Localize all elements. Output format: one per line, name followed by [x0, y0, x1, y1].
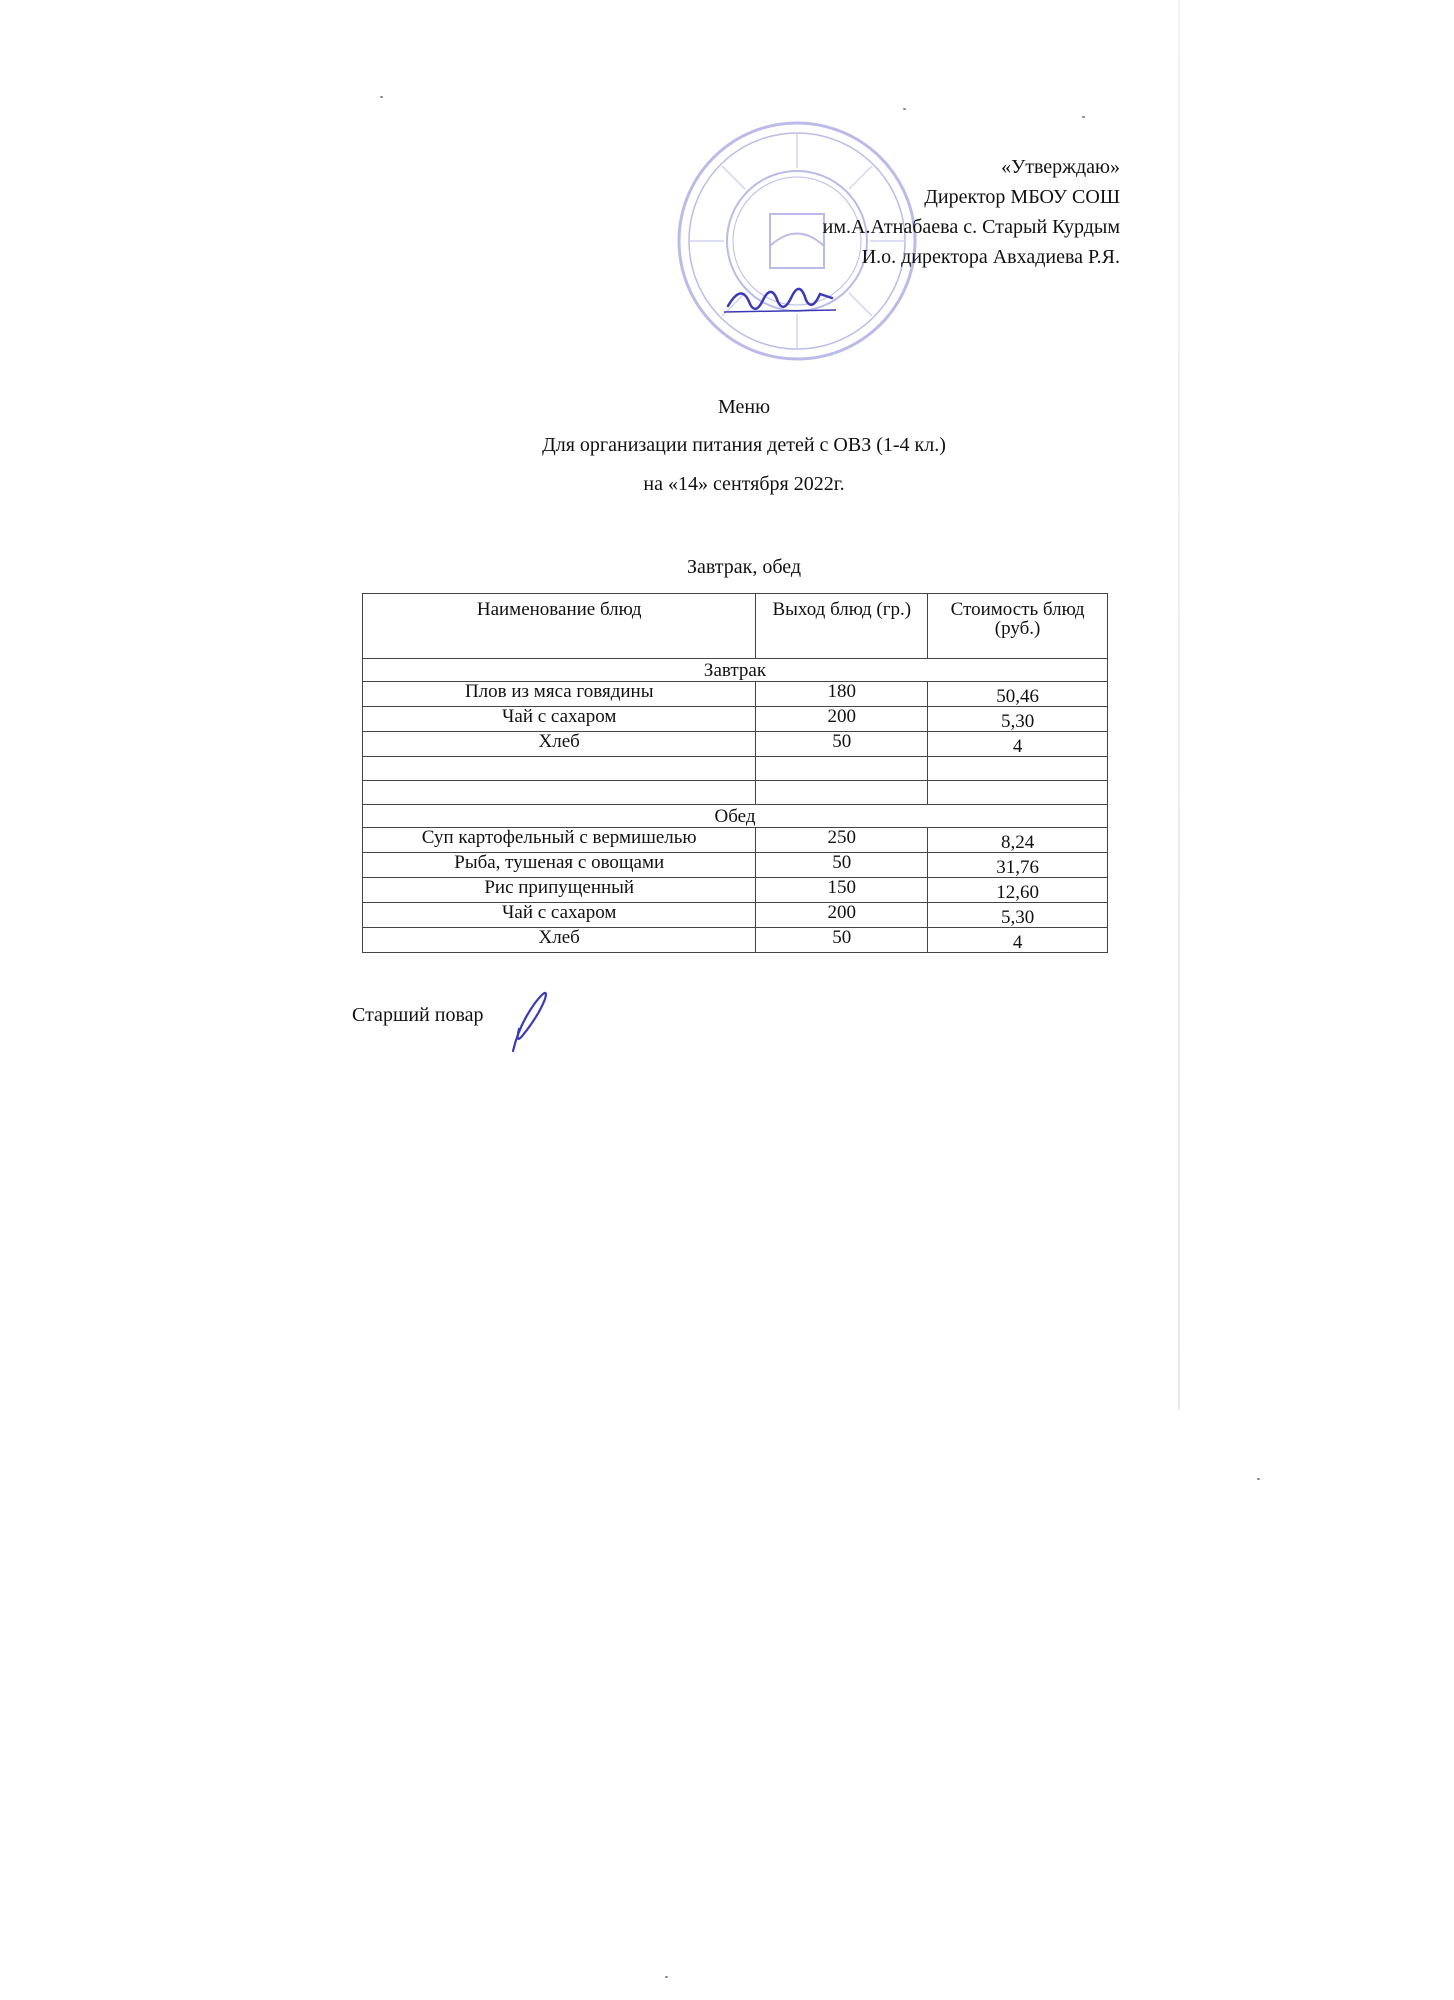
- dish-weight: 50: [756, 928, 928, 953]
- dish-weight: 50: [756, 732, 928, 757]
- section-lunch: [363, 805, 1108, 828]
- approval-line-3: им.А.Атнабаева с. Старый Курдым: [822, 216, 1120, 238]
- menu-date: на «14» сентября 2022г.: [643, 473, 845, 495]
- approval-block: [823, 152, 1120, 272]
- dish-price: 12,60: [928, 878, 1108, 903]
- menu-title: Меню: [717, 396, 771, 418]
- dish-name: Суп картофельный с вермишелью: [363, 828, 756, 853]
- dish-weight: 250: [756, 828, 928, 853]
- dish-name: Чай с сахаром: [363, 707, 756, 732]
- dish-price: 5,30: [928, 903, 1108, 928]
- section-label: Обед: [363, 805, 1108, 828]
- dish-price: 4: [928, 732, 1108, 757]
- meals-heading: Завтрак, обед: [686, 556, 802, 578]
- dish-weight: 50: [756, 853, 928, 878]
- section-breakfast: [363, 659, 1108, 682]
- dish-price: 5,30: [928, 707, 1108, 732]
- dish-name: Рис припущенный: [363, 878, 756, 903]
- director-signature: [720, 272, 840, 322]
- header-weight: Выход блюд (гр.): [756, 594, 928, 659]
- approval-line-4: И.о. директора Авхадиева Р.Я.: [861, 246, 1120, 268]
- table-row: [363, 903, 1108, 928]
- table-header-row: [363, 594, 1108, 659]
- dish-name: Рыба, тушеная с овощами: [363, 853, 756, 878]
- table-row: [363, 928, 1108, 953]
- dish-weight: 200: [756, 707, 928, 732]
- cook-signature: [505, 985, 575, 1055]
- header-dish-name: Наименование блюд: [363, 594, 756, 659]
- dish-weight: 200: [756, 903, 928, 928]
- table-row: [363, 732, 1108, 757]
- scan-speck: [380, 96, 383, 98]
- dish-price: 31,76: [928, 853, 1108, 878]
- table-row: [363, 828, 1108, 853]
- table-row: [363, 878, 1108, 903]
- menu-subtitle: Для организации питания детей с ОВЗ (1-4 кл.): [542, 434, 946, 456]
- approval-line-2: Директор МБОУ СОШ: [924, 186, 1120, 208]
- header-price: Стоимость блюд (руб.): [928, 594, 1108, 659]
- approval-line-1: «Утверждаю»: [1001, 156, 1120, 178]
- table-row: [363, 682, 1108, 707]
- dish-name: Чай с сахаром: [363, 903, 756, 928]
- cook-label: Старший повар: [352, 1004, 484, 1026]
- table-row: [363, 707, 1108, 732]
- scan-speck: [1257, 1478, 1260, 1480]
- dish-price: 4: [928, 928, 1108, 953]
- dish-weight: 180: [756, 682, 928, 707]
- table-row: [363, 853, 1108, 878]
- dish-name: Хлеб: [363, 732, 756, 757]
- dish-name: Плов из мяса говядины: [363, 682, 756, 707]
- menu-table: [362, 593, 1108, 953]
- empty-row: [363, 757, 1108, 781]
- dish-price: 8,24: [928, 828, 1108, 853]
- dish-price: 50,46: [928, 682, 1108, 707]
- scan-speck: [903, 108, 906, 110]
- empty-row: [363, 781, 1108, 805]
- scan-speck: [665, 1976, 668, 1978]
- scan-speck: [1082, 116, 1085, 118]
- scan-edge: [1178, 0, 1180, 1410]
- dish-weight: 150: [756, 878, 928, 903]
- dish-name: Хлеб: [363, 928, 756, 953]
- section-label: Завтрак: [363, 659, 1108, 682]
